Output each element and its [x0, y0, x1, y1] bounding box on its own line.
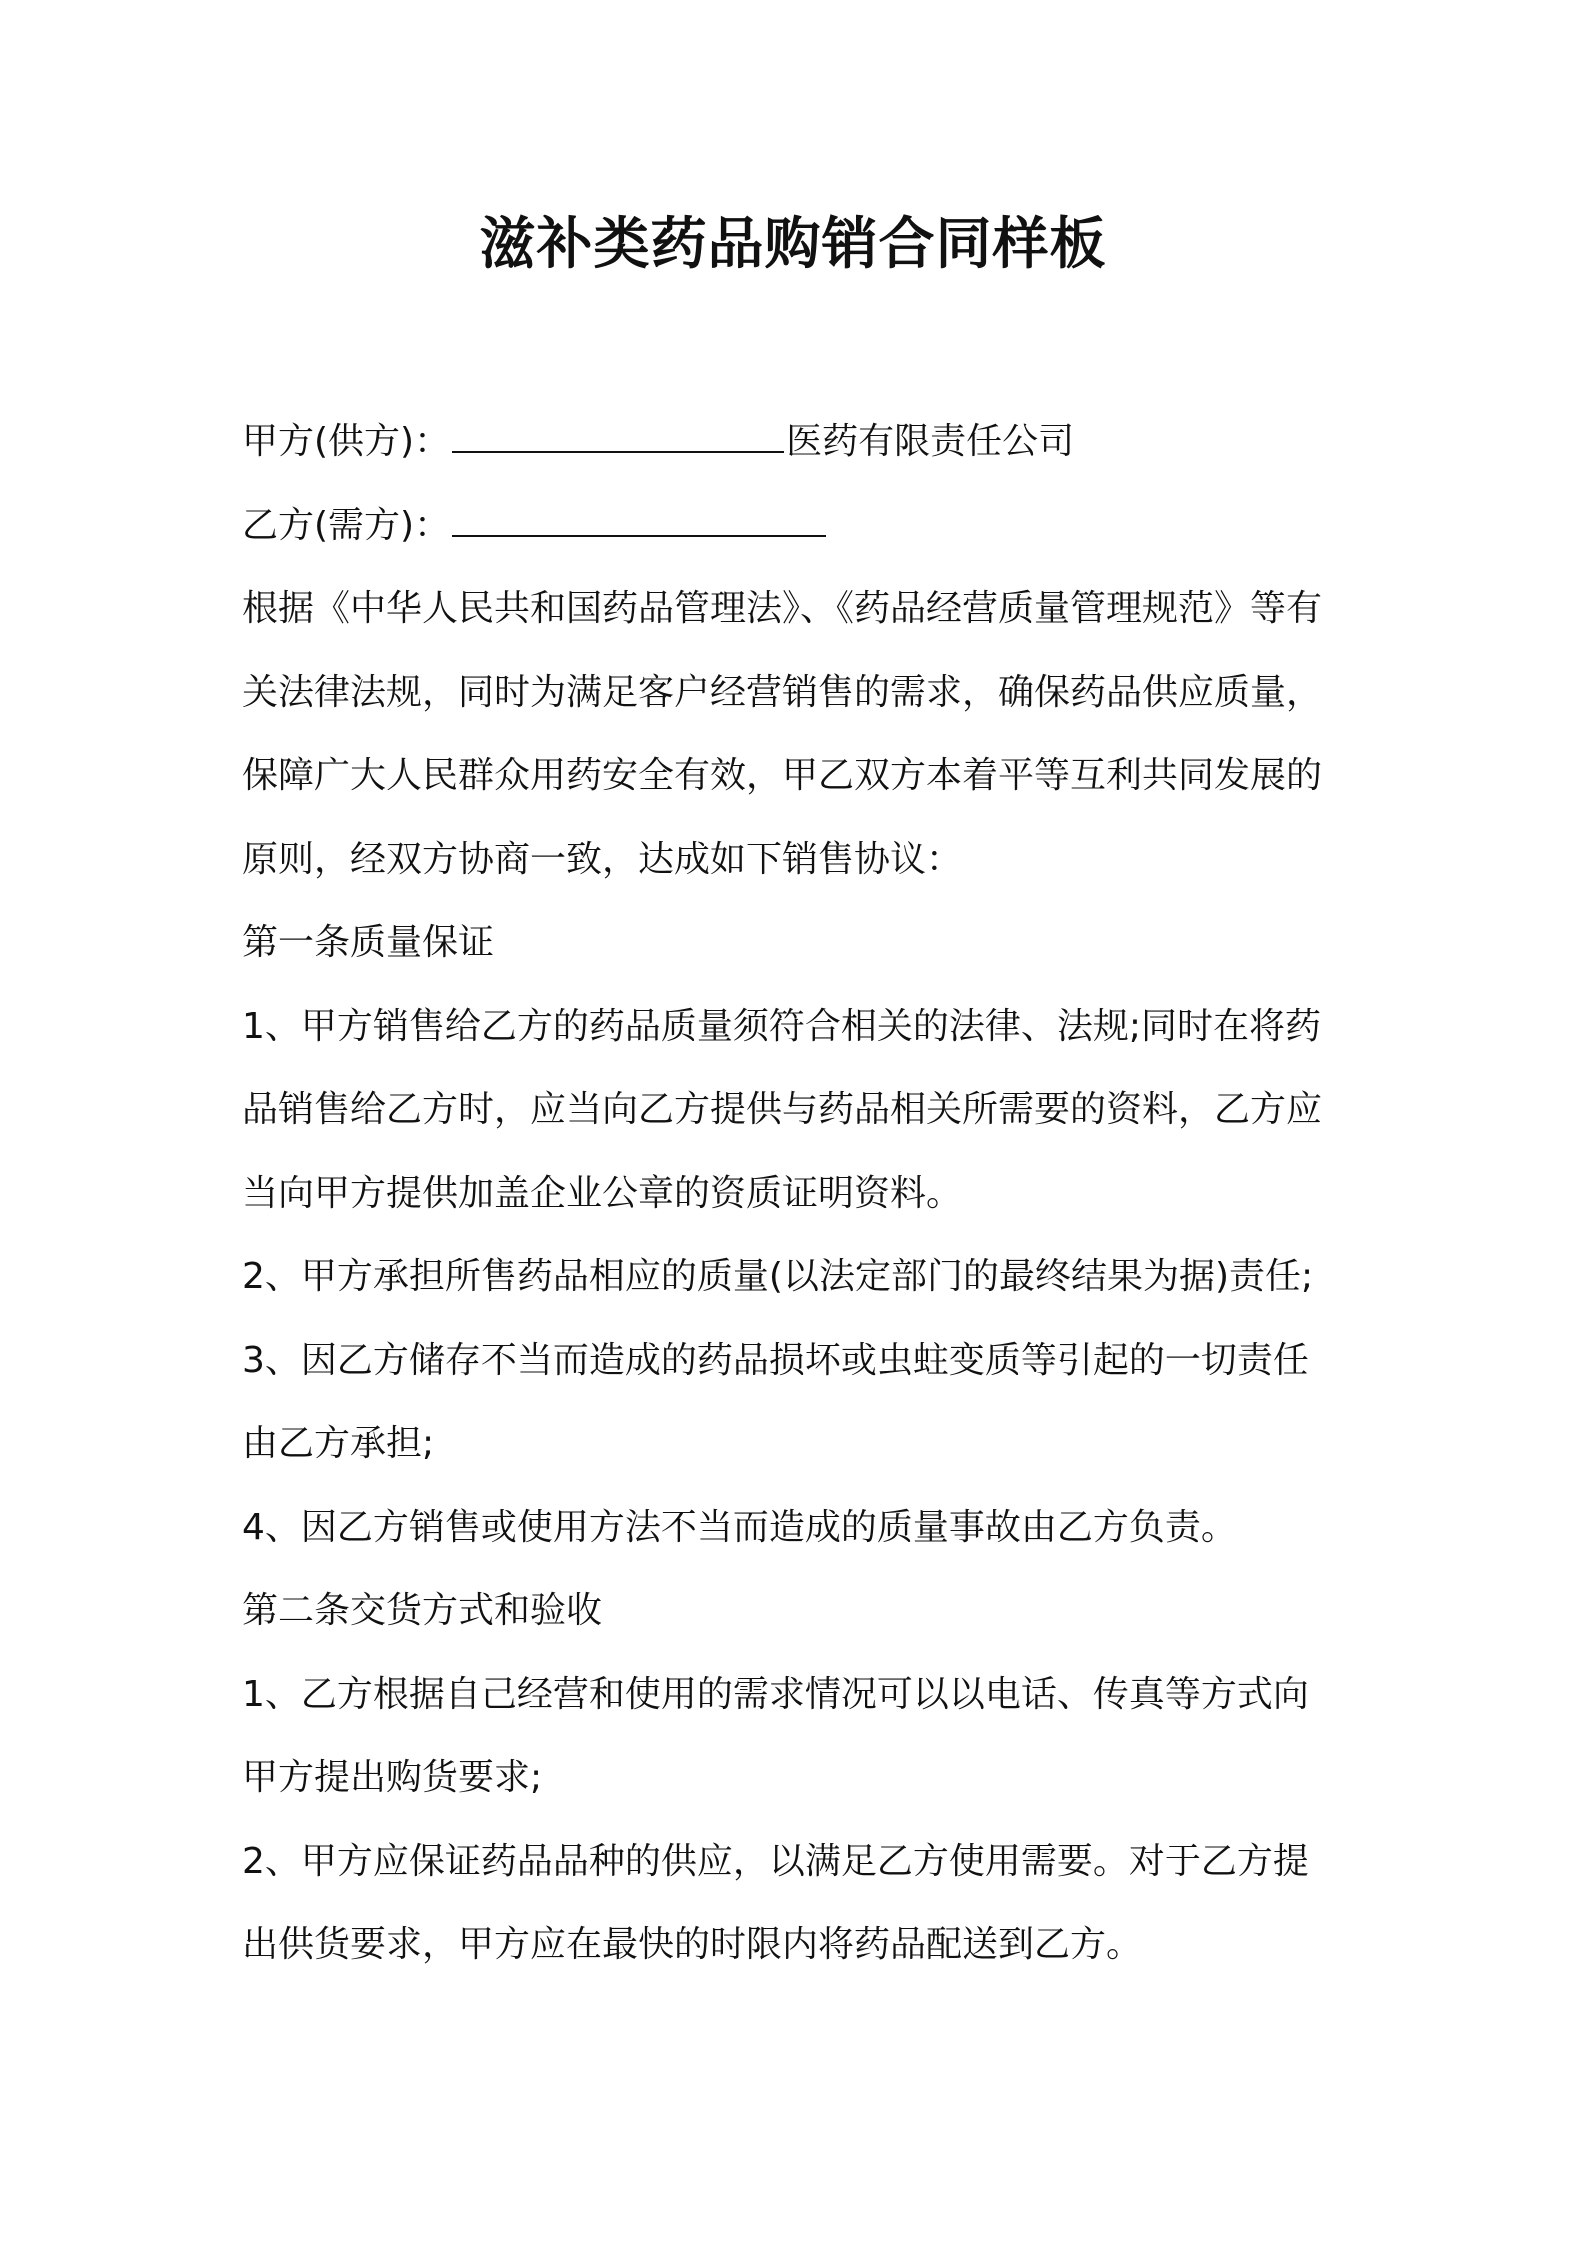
text-line: 原则，经双方协商一致，达成如下销售协议： — [242, 838, 963, 880]
party-a-label: 甲方(供方)： — [242, 421, 451, 462]
text-line: 甲方提出购货要求; — [242, 1757, 543, 1798]
text-line: 保障广大人民群众用药安全有效，甲乙双方本着平等互利共同发展的 — [242, 755, 1323, 796]
party-b-label: 乙方(需方)： — [242, 504, 451, 546]
party-b-line — [242, 484, 1362, 568]
party-a-line — [242, 400, 1362, 484]
text-line: 根据《中华人民共和国药品管理法》、《药品经营质量管理规范》等有 — [242, 588, 1323, 629]
party-b-blank — [452, 505, 826, 537]
section-heading: 第一条质量保证 — [242, 922, 495, 963]
text-line: 3、因乙方储存不当而造成的药品损坏或虫蛀变质等引起的一切责任 — [242, 1339, 1309, 1381]
text-line: 1、乙方根据自己经营和使用的需求情况可以以电话、传真等方式向 — [242, 1673, 1309, 1715]
text-line: 2、甲方应保证药品品种的供应，以满足乙方使用需要。对于乙方提 — [242, 1840, 1309, 1882]
document-title: 滋补类药品购销合同样板 — [479, 212, 1107, 277]
text-line: 出供货要求，甲方应在最快的时限内将药品配送到乙方。 — [242, 1924, 1143, 1965]
text-line: 1、甲方销售给乙方的药品质量须符合相关的法律、法规;同时在将药 — [242, 1005, 1322, 1047]
text-line: 4、因乙方销售或使用方法不当而造成的质量事故由乙方负责。 — [242, 1506, 1237, 1548]
text-line: 品销售给乙方时，应当向乙方提供与药品相关所需要的资料，乙方应 — [242, 1089, 1323, 1130]
party-a-blank — [452, 421, 784, 453]
party-a-suffix: 医药有限责任公司 — [786, 421, 1075, 462]
contract-body — [242, 400, 1362, 1987]
section-heading: 第二条交货方式和验收 — [242, 1590, 603, 1631]
text-line: 由乙方承担; — [242, 1423, 435, 1464]
text-line: 当向甲方提供加盖企业公章的资质证明资料。 — [242, 1172, 963, 1214]
text-line: 2、甲方承担所售药品相应的质量(以法定部门的最终结果为据)责任; — [242, 1256, 1314, 1297]
text-line: 关法律法规，同时为满足客户经营销售的需求，确保药品供应质量， — [242, 671, 1323, 713]
